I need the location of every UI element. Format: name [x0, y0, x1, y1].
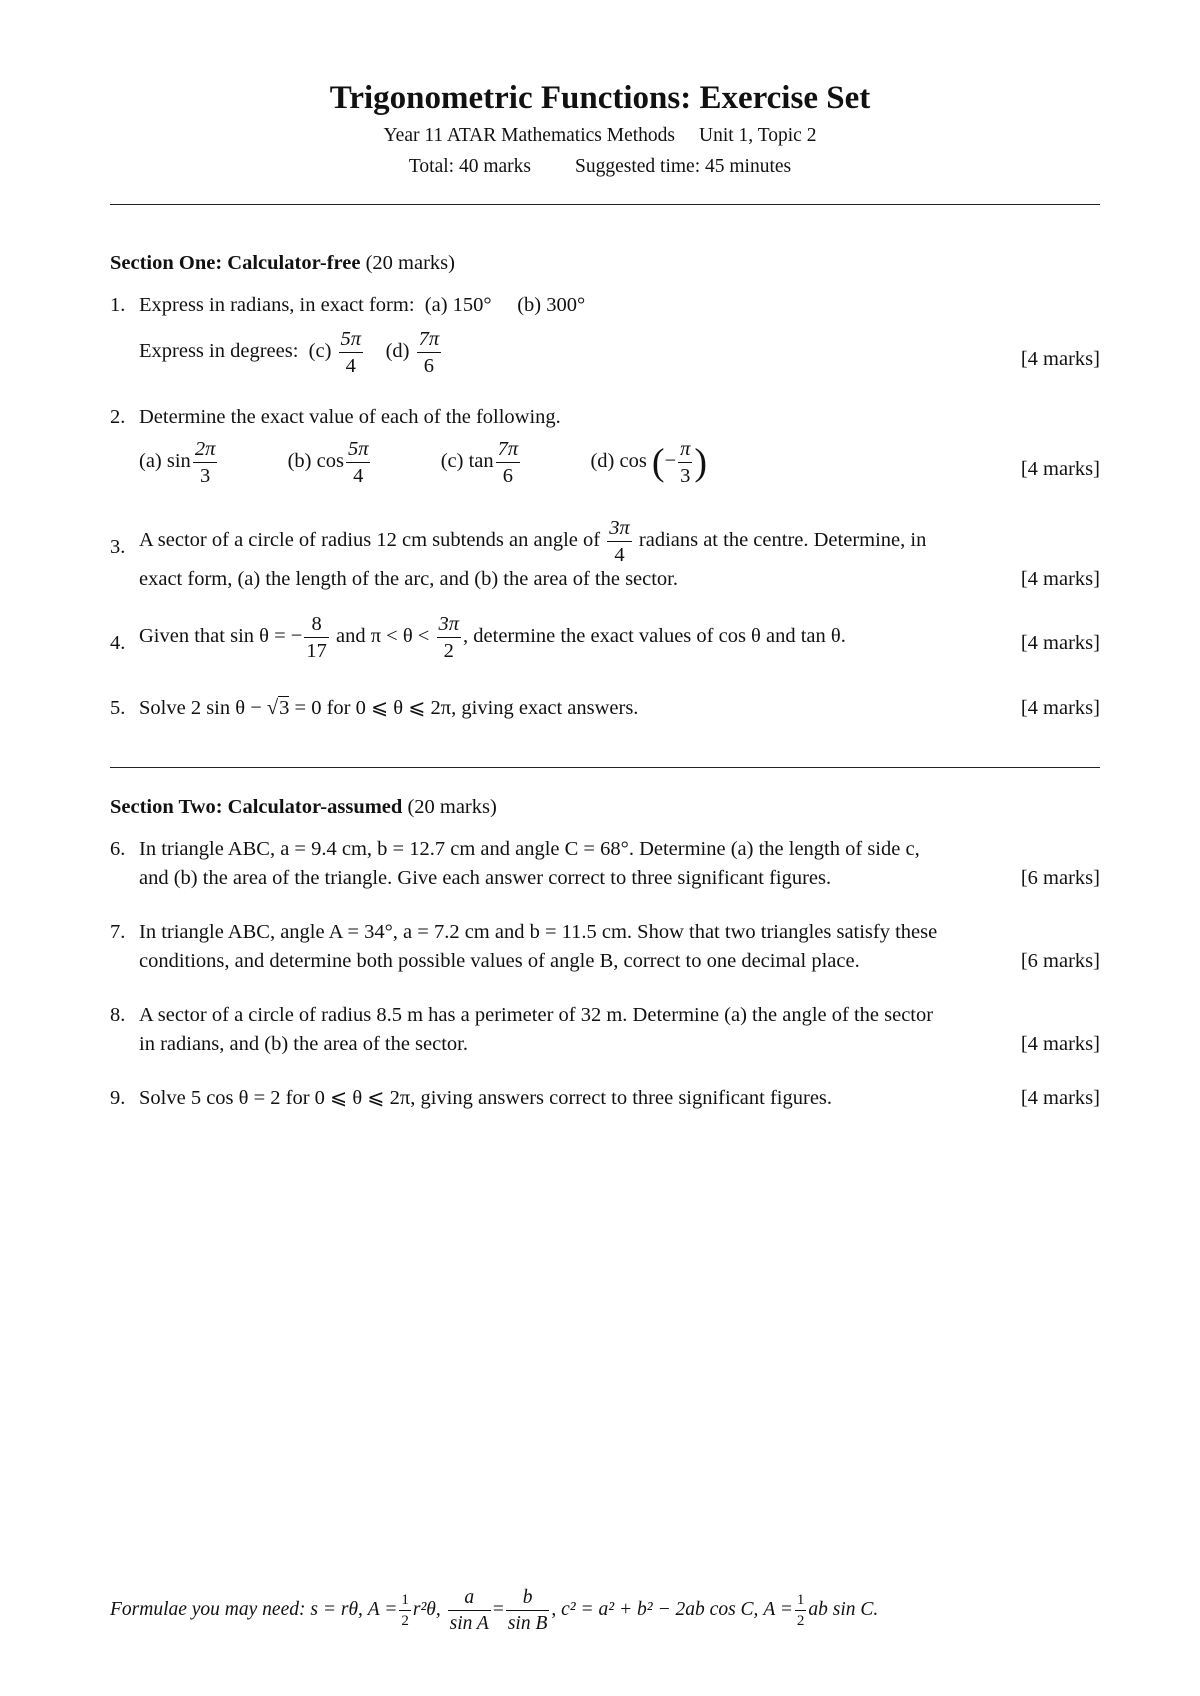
marks-label: [4 marks]	[1020, 348, 1100, 370]
fraction	[339, 329, 364, 376]
q3-line-1	[139, 518, 926, 565]
q9-row-1	[110, 1084, 1100, 1113]
formula-arc-length: s = rθ,	[310, 1598, 363, 1620]
q7-row-2	[110, 947, 1100, 976]
denominator: 3	[680, 464, 691, 487]
q7-line-1: In triangle ABC, angle A = 34°, a = 7.2 cm and b = 11.5 cm. Show that two triangles satisfy these	[139, 921, 938, 943]
formula-area-tail: r²θ,	[412, 1598, 441, 1620]
denominator: 2	[443, 639, 454, 662]
marks-label: [4 marks]	[1020, 697, 1100, 719]
q1-line-2-lead: Express in degrees: (c)	[139, 340, 337, 363]
fraction	[496, 439, 521, 486]
numerator: π	[678, 439, 692, 463]
fraction	[417, 329, 442, 376]
q1-line-2-mid: (d)	[365, 340, 415, 363]
section-two-title: Section Two: Calculator-assumed	[110, 796, 403, 818]
q6-row-1	[110, 835, 1100, 864]
fraction	[193, 439, 218, 486]
numerator: b	[506, 1588, 550, 1611]
q4-lead: Given that sin θ = −	[139, 625, 303, 648]
marks-label: [4 marks]	[1020, 1087, 1100, 1109]
question-number: 4.	[110, 632, 126, 654]
q2-line-1: Determine the exact value of each of the following.	[139, 406, 561, 428]
denominator: 4	[353, 464, 364, 487]
marks-label: [4 marks]	[1020, 1033, 1100, 1055]
q9-line-1: Solve 5 cos θ = 2 for 0 ⩽ θ ⩽ 2π, giving answers correct to three significant figures.	[139, 1087, 833, 1109]
numerator: 3π	[437, 614, 462, 638]
q6-row-2	[110, 864, 1100, 893]
numerator: 7π	[417, 329, 442, 353]
numerator: 7π	[496, 439, 521, 463]
numerator: 1	[795, 1593, 807, 1611]
document-title: Trigonometric Functions: Exercise Set	[329, 80, 871, 116]
radicand: 3	[279, 697, 290, 719]
formula-area-lead: A =	[367, 1598, 398, 1620]
q2-part-c-lead: (c) tan	[440, 450, 494, 473]
formulae-lead: Formulae you may need:	[110, 1598, 306, 1620]
course-name: Year 11 ATAR Mathematics Methods	[383, 125, 675, 146]
q3-line-2: exact form, (a) the length of the arc, and (b) the area of the sector.	[139, 568, 679, 590]
section-one-heading	[110, 252, 455, 275]
sqrt-sign: √	[266, 697, 279, 719]
fraction	[399, 1593, 411, 1629]
denominator: 3	[199, 464, 211, 487]
equals-sign: =	[492, 1598, 504, 1620]
q2-part-b-lead: (b) cos	[287, 450, 344, 473]
denominator: 17	[306, 639, 327, 662]
question-number: 9.	[110, 1087, 126, 1109]
document-header	[0, 76, 1200, 182]
open-paren: (	[651, 441, 665, 484]
numerator: 8	[304, 614, 329, 638]
denominator: 6	[423, 354, 434, 377]
q4-line	[139, 614, 846, 661]
formula-cosine-rule: c² = a² + b² − 2ab cos C,	[561, 1598, 759, 1620]
denominator: 2	[796, 1612, 805, 1629]
fraction	[437, 614, 462, 661]
fraction	[678, 439, 692, 486]
formula-triangle-area-lead: A =	[763, 1598, 793, 1620]
fraction	[795, 1593, 807, 1629]
section-two-marks: (20 marks)	[407, 796, 497, 818]
q8-line-1: A sector of a circle of radius 8.5 m has a perimeter of 32 m. Determine (a) the angle of the sector	[139, 1004, 934, 1026]
q6-line-2: and (b) the area of the triangle. Give each answer correct to three significant figures.	[139, 867, 832, 889]
section-one-marks: (20 marks)	[365, 252, 455, 274]
numerator: 5π	[339, 329, 364, 353]
q5-line	[139, 697, 638, 719]
question-number: 3.	[110, 536, 126, 558]
comma: ,	[551, 1598, 557, 1620]
q5-lead: Solve 2 sin θ −	[139, 697, 267, 719]
question-number: 8.	[110, 1004, 126, 1026]
course-line	[0, 120, 1200, 151]
numerator: 1	[399, 1593, 411, 1611]
marks-label: [4 marks]	[1020, 632, 1100, 654]
q1-row-2	[110, 329, 1100, 376]
q1-line-1: Express in radians, in exact form: (a) 150° (b) 300°	[139, 294, 586, 316]
numerator: 5π	[346, 439, 371, 463]
q5-row-1	[110, 694, 1100, 723]
section-one-title: Section One: Calculator-free	[110, 252, 361, 274]
section-two-heading	[110, 796, 497, 819]
q2-row-2	[110, 439, 1100, 486]
question-number: 2.	[110, 406, 126, 428]
q1-row-1	[110, 291, 1100, 320]
close-paren: )	[694, 441, 708, 484]
divider-middle	[110, 767, 1100, 768]
fraction	[506, 1588, 550, 1633]
numerator: a	[448, 1588, 491, 1611]
denominator: 4	[614, 543, 625, 566]
q3-row-2	[110, 565, 1100, 594]
marks-label: [4 marks]	[1020, 568, 1100, 590]
question-number: 5.	[110, 697, 126, 719]
unit-name: Unit 1, Topic 2	[699, 125, 817, 146]
denominator: 4	[345, 354, 356, 377]
marks-label: [4 marks]	[1020, 458, 1100, 480]
fraction	[346, 439, 371, 486]
numerator: 3π	[607, 518, 632, 542]
question-number: 6.	[110, 838, 126, 860]
denominator: 2	[401, 1612, 409, 1629]
q7-row-1	[110, 918, 1100, 947]
q8-row-1	[110, 1001, 1100, 1030]
fraction	[448, 1588, 491, 1633]
q5-tail: = 0 for 0 ⩽ θ ⩽ 2π, giving exact answers.	[289, 697, 639, 719]
denominator: sin B	[507, 1612, 548, 1634]
q3-row-1	[110, 518, 1100, 565]
exam-info-line	[0, 151, 1200, 182]
q6-line-1: In triangle ABC, a = 9.4 cm, b = 12.7 cm and angle C = 68°. Determine (a) the length of side c,	[139, 838, 920, 860]
marks-label: [6 marks]	[1020, 950, 1100, 972]
formula-triangle-area-tail: ab sin C.	[808, 1598, 879, 1620]
formulae-footer	[110, 1588, 878, 1633]
q2-part-a-lead: (a) sin	[139, 450, 191, 473]
marks-label: [6 marks]	[1020, 867, 1100, 889]
q3-line-1-lead: A sector of a circle of radius 12 cm subtends an angle of	[139, 529, 601, 552]
fraction	[607, 518, 632, 565]
suggested-time: Suggested time: 45 minutes	[575, 156, 792, 177]
q2-part-d-lead: (d) cos	[590, 450, 647, 473]
q8-row-2	[110, 1030, 1100, 1059]
divider-top	[110, 204, 1100, 205]
q2-row-1	[110, 403, 1100, 432]
q3-line-1-tail: radians at the centre. Determine, in	[638, 529, 927, 552]
q4-tail: , determine the exact values of cos θ and tan θ.	[463, 625, 846, 648]
question-number: 7.	[110, 921, 126, 943]
q8-line-2: in radians, and (b) the area of the sector.	[139, 1033, 469, 1055]
q2-parts	[139, 439, 707, 486]
fraction	[304, 614, 329, 661]
minus-sign: −	[664, 450, 677, 473]
question-number: 1.	[110, 294, 126, 316]
q4-mid: and π < θ <	[335, 625, 430, 648]
total-marks: Total: 40 marks	[408, 156, 531, 177]
denominator: sin A	[449, 1612, 489, 1634]
denominator: 6	[502, 464, 514, 487]
q4-row-1	[110, 614, 1100, 661]
q7-line-2: conditions, and determine both possible values of angle B, correct to one decimal place.	[139, 950, 860, 972]
numerator: 2π	[193, 439, 218, 463]
